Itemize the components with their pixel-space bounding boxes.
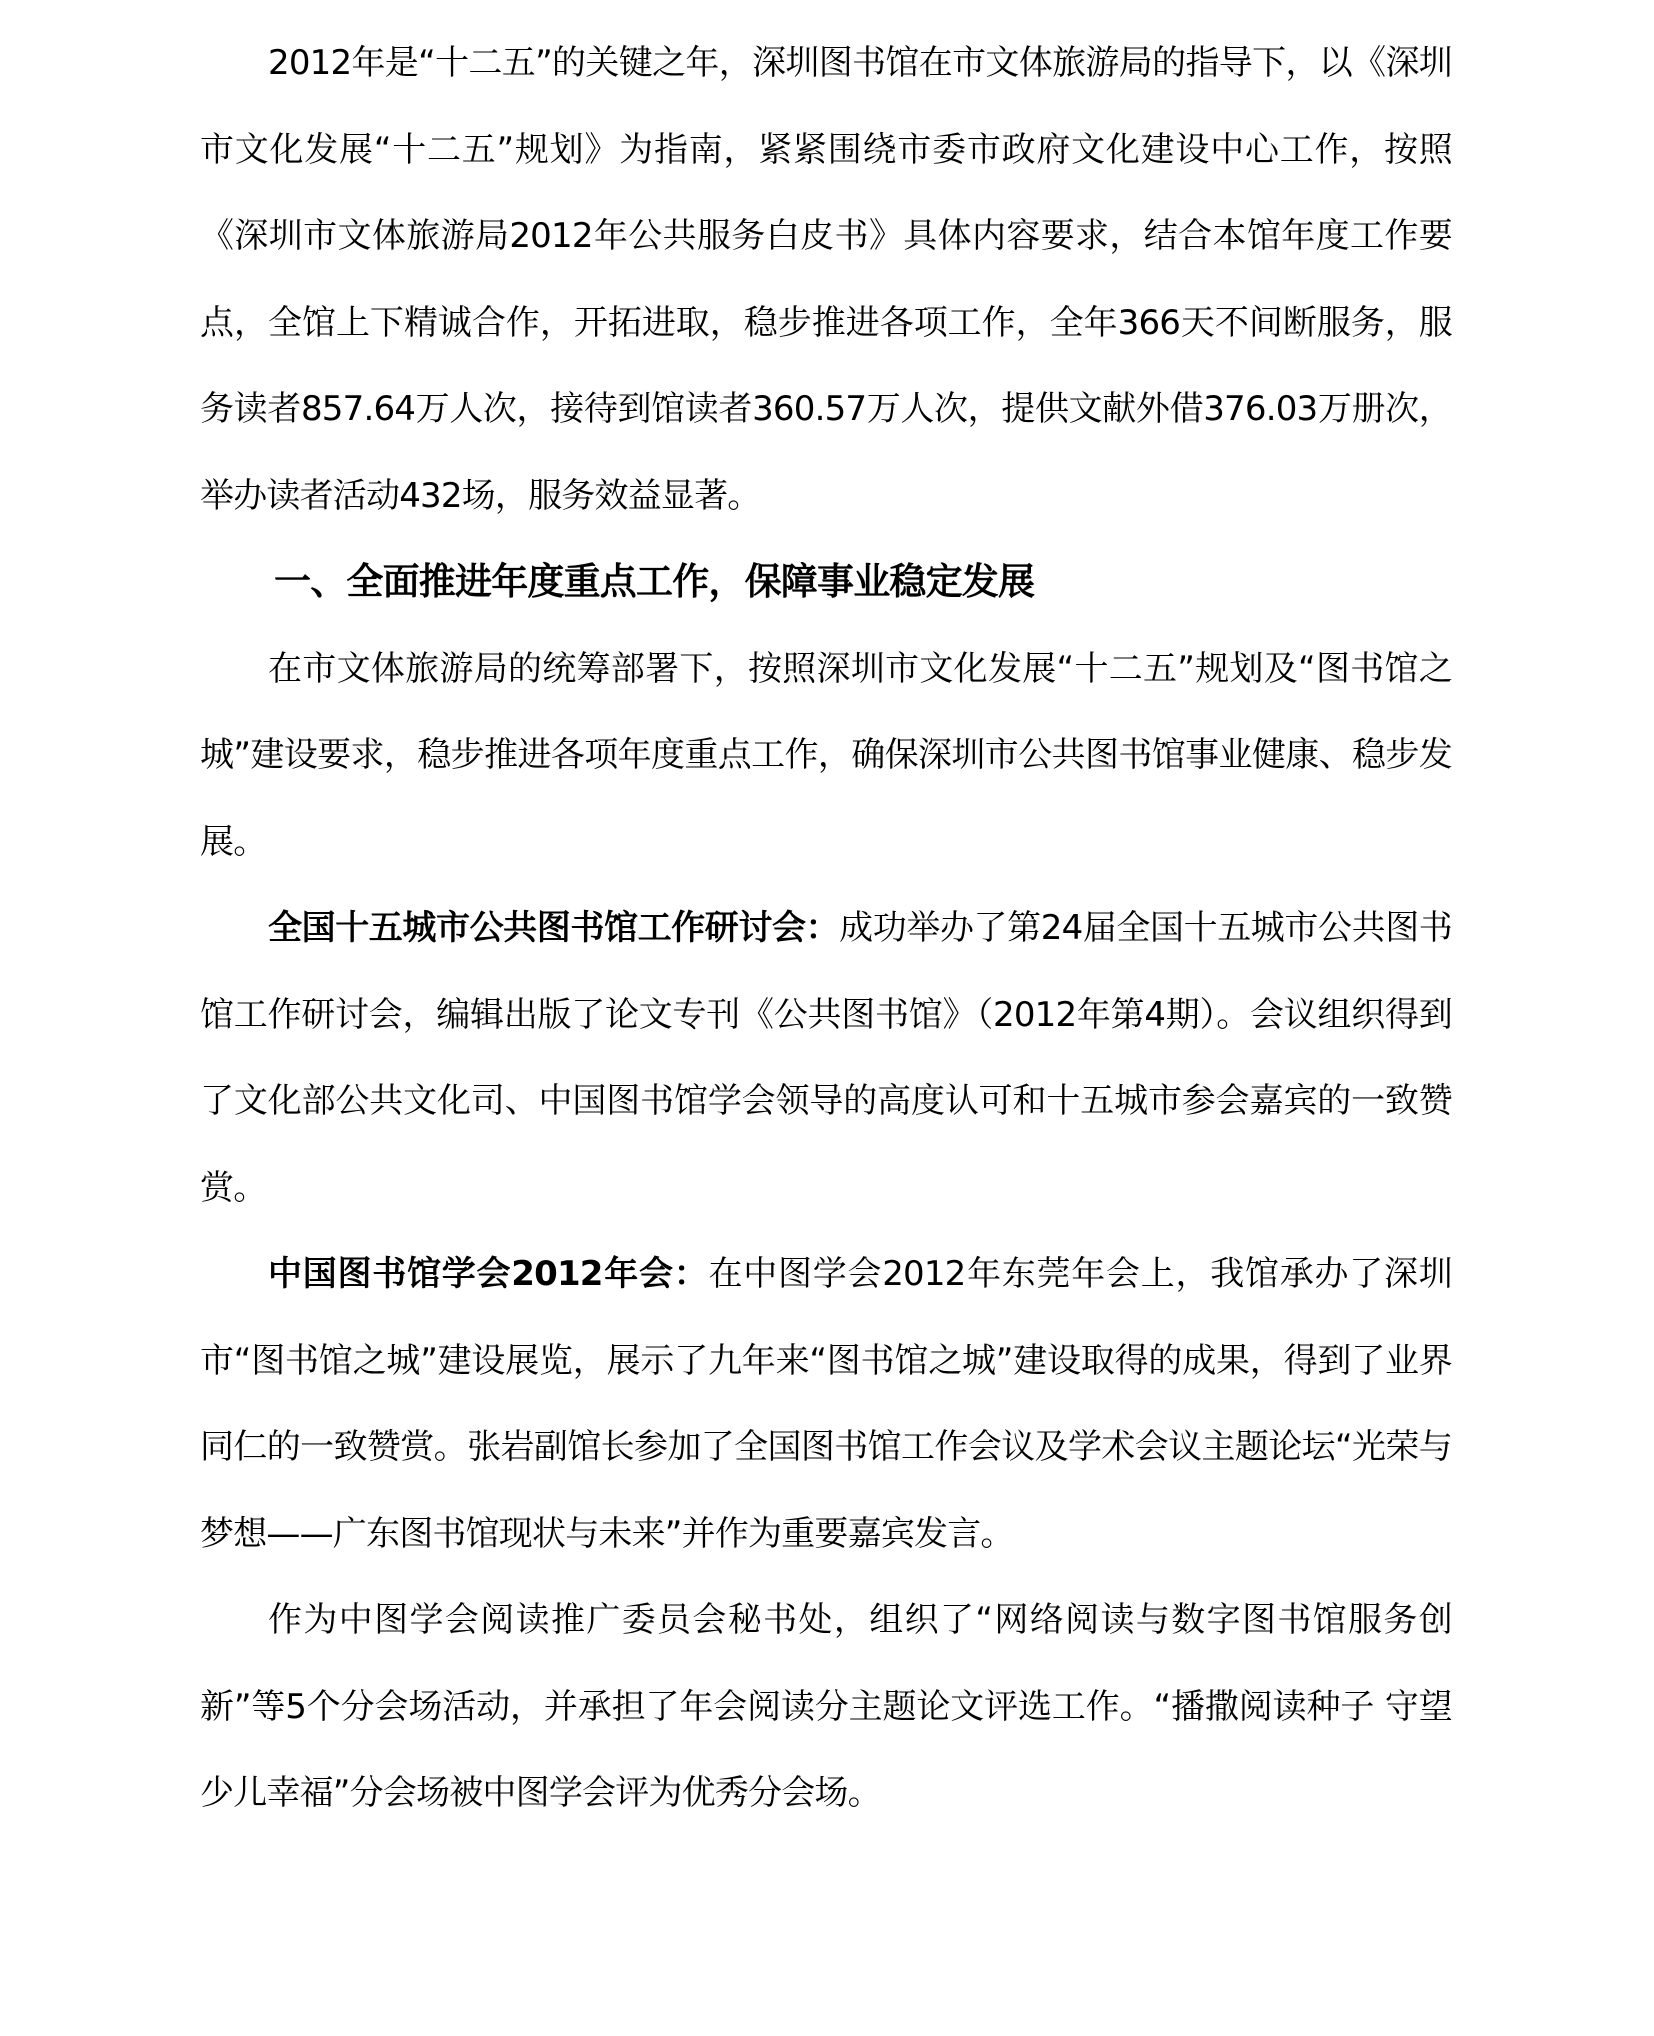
- section-heading: 一、全面推进年度重点工作，保障事业稳定发展: [274, 560, 1035, 603]
- conference-paragraph: [200, 885, 1452, 1231]
- document-page: [200, 20, 1452, 1837]
- conference-title: 全国十五城市公共图书馆工作研讨会：: [268, 908, 840, 948]
- annual-meeting-paragraph: [200, 1231, 1452, 1577]
- intro-paragraph: 2012年是“十二五”的关键之年，深圳图书馆在市文体旅游局的指导下，以《深圳市文化发展“十二五”规划》为指南，紧紧围绕市委市政府文化建设中心工作，按照《深圳市文体旅游局2012年公共服务白皮书》具体内容要求，结合本馆年度工作要点，全馆上下精诚合作，开拓进取，稳步推进各项工作，全年366天不间断服务，服务读者857.64万人次，接待到馆读者360.57万人次，提供文献外借376.03万册次，举办读者活动432场，服务效益显著。: [200, 43, 1452, 516]
- section-intro-paragraph: 在市文体旅游局的统筹部署下，按照深圳市文化发展“十二五”规划及“图书馆之城”建设要求，稳步推进各项年度重点工作，确保深圳市公共图书馆事业健康、稳步发展。: [200, 648, 1452, 862]
- reading-committee-paragraph: 作为中图学会阅读推广委员会秘书处，组织了“网络阅读与数字图书馆服务创新”等5个分会场活动，并承担了年会阅读分主题论文评选工作。“播撒阅读种子 守望少儿幸福”分会场被中图学会评为优秀分会场。: [200, 1600, 1452, 1813]
- conference-text: 成功举办了第24届全国十五城市公共图书馆工作研讨会，编辑出版了论文专刊《公共图书馆》（2012年第4期）。会议组织得到了文化部公共文化司、中国图书馆学会领导的高度认可和十五城市参会嘉宾的一致赞赏。: [200, 908, 1452, 1208]
- annual-meeting-title: 中国图书馆学会2012年会：: [268, 1254, 709, 1294]
- annual-meeting-text: 在中图学会2012年东莞年会上，我馆承办了深圳市“图书馆之城”建设展览，展示了九年来“图书馆之城”建设取得的成果，得到了业界同仁的一致赞赏。张岩副馆长参加了全国图书馆工作会议及学术会议主题论坛“光荣与梦想——广东图书馆现状与未来”并作为重要嘉宾发言。: [200, 1254, 1452, 1554]
